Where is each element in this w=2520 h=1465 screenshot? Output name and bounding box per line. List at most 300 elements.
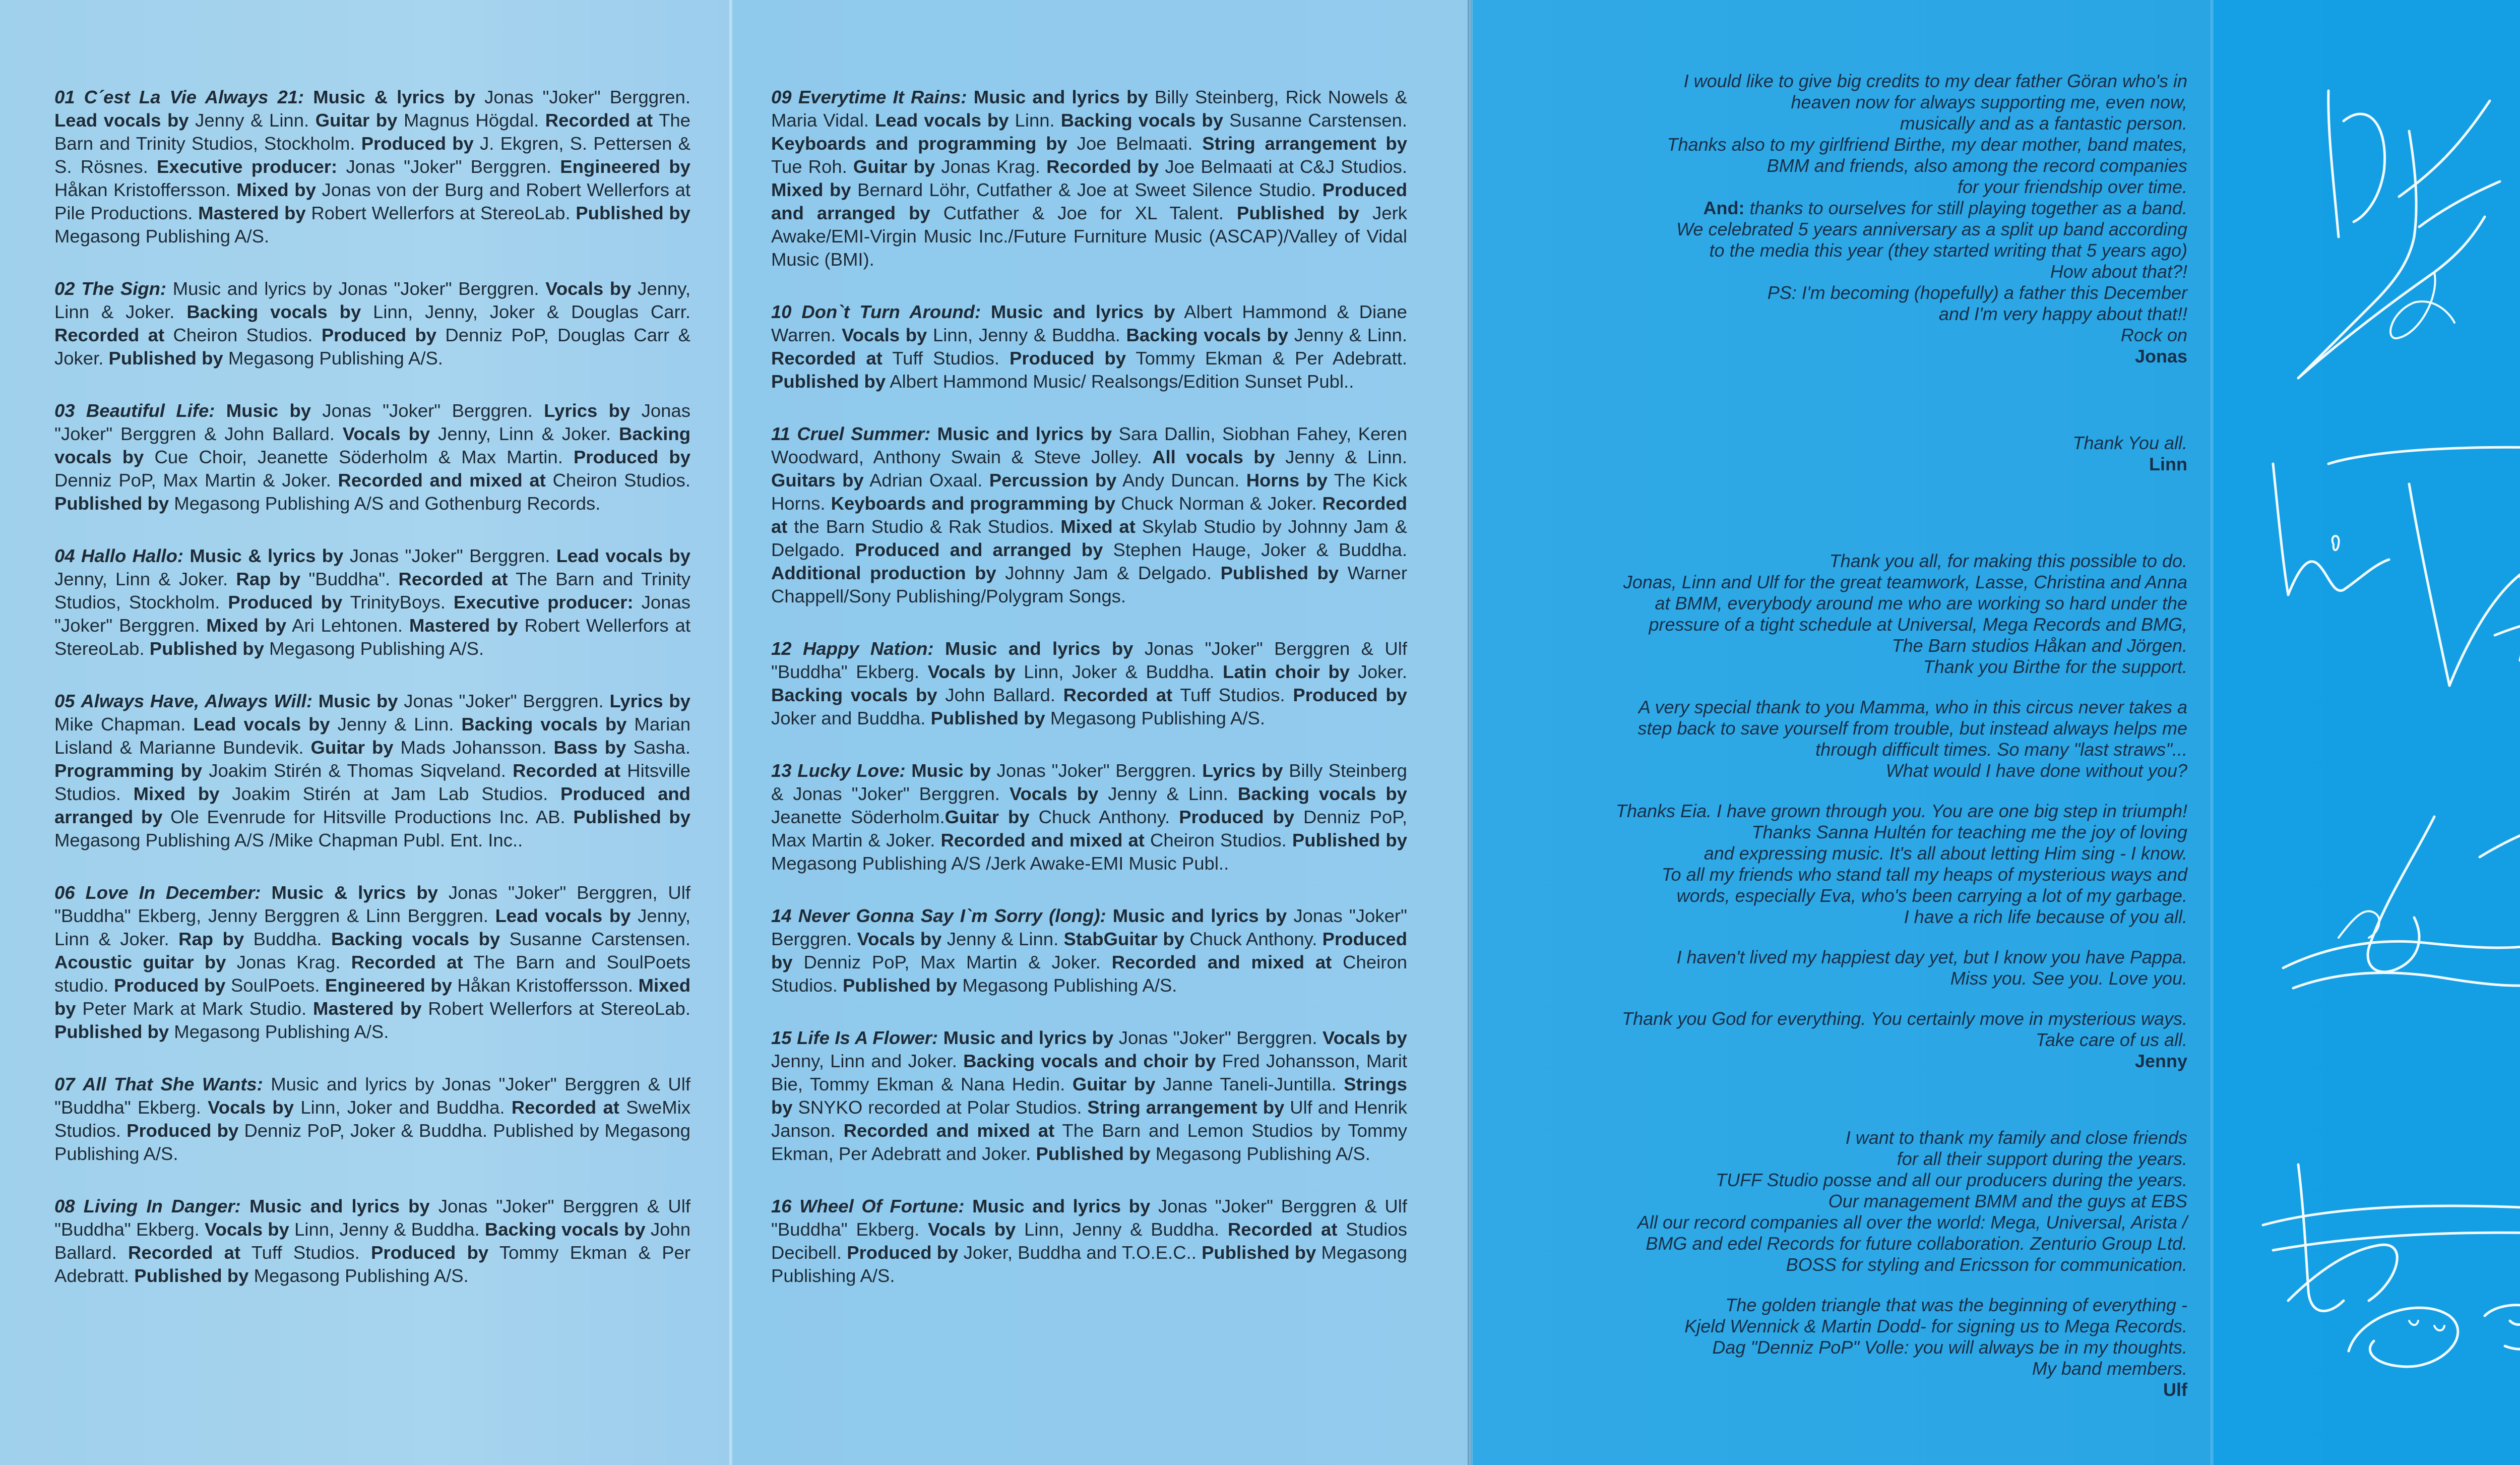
credit-text: Joakim Stirén at Jam Lab Studios. — [219, 783, 560, 804]
thanks-text: PS: I'm becoming (hopefully) a father this December — [1767, 282, 2187, 303]
credit-text: Chuck Norman & Joker. — [1115, 493, 1322, 514]
credit-text: Billy Steinberg & Jonas "Joker" Berggren. — [771, 760, 1407, 804]
credit-text: Susanne Carstensen. — [1223, 110, 1407, 131]
credit-text: Jonas "Joker" Berggren, Ulf "Buddha" Ekberg, Jenny Berggren & Linn Berggren. — [54, 882, 690, 926]
credit-role: Backing vocals by — [1237, 783, 1407, 804]
credit-text: Joker and Buddha. — [771, 708, 931, 728]
credit-role: Produced by — [114, 975, 226, 996]
credit-role: Music & lyrics by — [190, 545, 344, 566]
thanks-text: for your friendship over time. — [1957, 176, 2187, 197]
credit-text: Jonas "Joker" Berggren & Ulf "Buddha" Ekberg. — [771, 1196, 1407, 1240]
credit-role: Published by — [576, 203, 690, 223]
thanks-text: The golden triangle that was the beginning of everything - — [1725, 1295, 2187, 1315]
track-title: Cruel Summer: — [797, 423, 931, 444]
track-credit — [771, 86, 1407, 271]
thanks-line — [1522, 433, 2187, 454]
thanks-text: What would I have done without you? — [1885, 760, 2187, 781]
thanks-line — [1522, 1295, 2187, 1316]
track-title: Hallo Hallo: — [81, 545, 184, 566]
credit-role: Music & lyrics by — [271, 882, 438, 903]
credit-text: Denniz PoP, Max Martin & Joker. — [54, 470, 338, 491]
credit-text: Ulf and Henrik Janson. — [771, 1097, 1407, 1141]
credit-role: Lyrics by — [1202, 760, 1283, 781]
credit-text: Megasong Publishing A/S /Mike Chapman Publ. Ent. Inc.. — [54, 830, 523, 850]
credit-role: String arrangement by — [1202, 133, 1408, 154]
thanks-text: I want to thank my family and close friends — [1845, 1127, 2187, 1148]
credit-role: Published by — [54, 1021, 169, 1042]
track-title: Wheel Of Fortune: — [799, 1196, 965, 1216]
credit-role: Music and lyrics by — [1112, 905, 1287, 926]
credit-text: Jerk Awake/EMI-Virgin Music Inc./Future Furniture Music (ASCAP)/Valley of Vidal Music (BMI). — [771, 203, 1407, 270]
credit-role: Music and lyrics by — [944, 638, 1133, 659]
track-credit — [771, 1195, 1407, 1288]
credit-text: Jenny & Linn. — [1098, 783, 1238, 804]
credit-text: Jonas "Joker" Berggren. — [337, 156, 560, 177]
credit-text: Jonas "Joker" Berggren & Ulf "Buddha" Ekberg. — [771, 638, 1407, 682]
thanks-text: Jonas, Linn and Ulf for the great teamwork, Lasse, Christina and Anna — [1623, 572, 2187, 592]
thanks-text: All our record companies all over the world: Mega, Universal, Arista / — [1637, 1212, 2187, 1233]
thanks-line — [1522, 1316, 2187, 1337]
credit-role: Backing vocals by — [484, 1219, 646, 1240]
credit-role: Lead vocals by — [495, 905, 631, 926]
credit-role: Music by — [318, 691, 398, 711]
jenny-thanks-1 — [1522, 551, 2187, 678]
credit-text: Joe Belmaati at C&J Studios. — [1159, 156, 1408, 177]
credit-role: Backing vocals by — [771, 685, 937, 705]
credit-text: Skylab Studio by Johnny Jam & Delgado. — [771, 516, 1407, 560]
track-title: The Sign: — [81, 278, 167, 299]
credit-text: Jonas "Joker" Berggren & John Ballard. — [54, 400, 690, 444]
credit-role: Programming by — [54, 760, 203, 781]
credit-text: Cutfather & Joe for XL Talent. — [930, 203, 1237, 223]
credit-text: Megasong Publishing A/S. — [771, 1242, 1408, 1286]
credit-role: Produced by — [573, 447, 690, 467]
thanks-line — [1522, 572, 2187, 593]
track-credit — [54, 690, 690, 852]
credit-text: Hitsville Studios. — [54, 760, 690, 804]
credit-text: John Ballard. — [937, 685, 1063, 705]
thanks-line — [1522, 1212, 2187, 1233]
thanks-line — [1522, 303, 2187, 325]
thanks-line — [1522, 1029, 2187, 1051]
credit-role: Music and lyrics by — [990, 301, 1175, 322]
thanks-line — [1522, 1233, 2187, 1254]
credit-text: Megasong Publishing A/S. — [248, 1265, 469, 1286]
credit-text: Jonas Krag. — [226, 952, 351, 972]
thanks-line — [1522, 801, 2187, 822]
thanks-text: Thank you Birthe for the support. — [1923, 656, 2187, 677]
credit-text: Peter Mark at Mark Studio. — [76, 998, 313, 1019]
thanks-text: The Barn studios Håkan and Jörgen. — [1892, 635, 2187, 656]
track-credit — [54, 86, 690, 248]
credit-role: Guitar by — [310, 737, 394, 758]
track-title: Love In December: — [85, 882, 261, 903]
credit-role: Guitar by — [853, 156, 935, 177]
credit-text: SweMix Studios. — [54, 1097, 690, 1141]
credit-role: Keyboards and programming by — [771, 133, 1067, 154]
credit-role: Recorded at — [1063, 685, 1173, 705]
credit-text: Denniz PoP, Douglas Carr & Joker. — [54, 325, 690, 369]
credit-role: Backing vocals by — [54, 423, 690, 467]
credit-role: Recorded at — [771, 348, 883, 369]
credit-role: Recorded at — [351, 952, 463, 972]
thanks-line — [1522, 1170, 2187, 1191]
track-credit — [54, 544, 690, 660]
credit-text: Jenny & Linn. — [1288, 325, 1407, 345]
thanks-line — [1522, 71, 2187, 92]
credit-text: John Ballard. — [54, 1219, 690, 1263]
credit-role: Recorded at — [54, 325, 165, 345]
thanks-text: Thank You all. — [2072, 433, 2187, 453]
credit-role: Backing vocals by — [461, 714, 627, 735]
credit-role: Guitars by — [771, 470, 864, 491]
credit-role: Recorded and mixed at — [338, 470, 546, 491]
thanks-line — [1522, 822, 2187, 843]
thanks-text: Thank you God for everything. You certainly move in mysterious ways. — [1622, 1008, 2187, 1029]
credit-text: Megasong Publishing A/S. — [264, 638, 484, 659]
credit-role: Produced by — [371, 1242, 489, 1263]
credit-text: Linn, Joker and Buddha. — [294, 1097, 512, 1118]
credit-text: Marian Lisland & Marianne Bundevik. — [54, 714, 690, 758]
credit-role: Music and lyrics by — [973, 87, 1148, 107]
thanks-text: pressure of a tight schedule at Universal, Mega Records and BMG, — [1649, 614, 2187, 635]
track-number: 03 — [54, 400, 75, 421]
signoff-jenny: Jenny — [2134, 1051, 2187, 1071]
thanks-text: We celebrated 5 years anniversary as a split up band according — [1676, 219, 2187, 239]
credit-role: Published by — [54, 493, 169, 514]
credit-text: Joker, Buddha and T.O.E.C.. — [958, 1242, 1202, 1263]
track-credit — [771, 300, 1407, 393]
thanks-text: thanks to ourselves for still playing together as a band. — [1744, 198, 2187, 218]
credit-text: Ole Evenrude for Hitsville Productions Inc. AB. — [162, 807, 574, 827]
center-fold — [1468, 0, 1473, 1465]
credit-role: Mastered by — [198, 203, 306, 223]
credit-text: Joakim Stirén & Thomas Siqveland. — [202, 760, 513, 781]
credit-text: Music and lyrics by Jonas "Joker" Berggren & Ulf "Buddha" Ekberg. — [54, 1074, 690, 1118]
track-number: 14 — [771, 905, 792, 926]
credit-text: the Barn Studio & Rak Studios. — [787, 516, 1061, 537]
credit-role: Published by — [1036, 1143, 1151, 1164]
credit-text: Linn. — [1009, 110, 1061, 131]
linn-thanks — [1522, 433, 2187, 475]
thanks-line — [1522, 325, 2187, 346]
credit-text: Linn, Jenny & Buddha. — [927, 325, 1126, 345]
credit-text: Denniz PoP, Max Martin & Joker. — [792, 952, 1112, 972]
credit-role: Recorded and mixed at — [1111, 952, 1332, 972]
credit-role: Vocals by — [545, 278, 632, 299]
track-number: 08 — [54, 1196, 75, 1216]
thanks-text: Our management BMM and the guys at EBS — [1828, 1191, 2187, 1211]
ulf-thanks-1 — [1522, 1127, 2187, 1275]
credit-text: Jonas "Joker" Berggren. — [475, 87, 690, 107]
credit-text: Jonas "Joker" Berggren. — [343, 545, 556, 566]
credit-text: Jenny, Linn & Joker. — [54, 569, 236, 589]
credit-text: The Barn and Trinity Studios, Stockholm. — [54, 110, 690, 154]
thanks-line — [1522, 134, 2187, 155]
credit-role: Vocals by — [842, 325, 927, 345]
credit-role: Vocals by — [927, 661, 1016, 682]
thanks-line — [1522, 968, 2187, 989]
credit-text: Warner Chappell/Sony Publishing/Polygram Songs. — [771, 563, 1407, 606]
thanks-line — [1522, 739, 2187, 760]
credit-text: Robert Wellerfors at StereoLab. — [421, 998, 690, 1019]
credit-text: Johnny Jam & Delgado. — [996, 563, 1221, 583]
thanks-line — [1522, 697, 2187, 718]
credit-text: Albert Hammond & Diane Warren. — [771, 301, 1407, 345]
credit-role: Recorded and mixed at — [940, 830, 1145, 850]
thanks-text: To all my friends who stand tall my heaps of mysterious ways and — [1661, 864, 2187, 885]
credit-text: Jonas "Joker" Berggren. — [398, 691, 610, 711]
credit-text: Linn, Jenny & Buddha. — [1016, 1219, 1228, 1240]
credit-role: Music and lyrics by — [937, 423, 1112, 444]
thanks-text: and expressing music. It's all about letting Him sing - I know. — [1704, 843, 2187, 864]
track-number: 02 — [54, 278, 75, 299]
track-credit — [54, 1073, 690, 1166]
credit-role: Mixed at — [1060, 516, 1136, 537]
credit-role: Mixed by — [206, 615, 287, 636]
track-title: Life Is A Flower: — [797, 1027, 938, 1048]
thanks-text: BMM and friends, also among the record companies — [1767, 155, 2187, 176]
credit-role: Mixed by — [771, 179, 851, 200]
signature-jonas — [2268, 71, 2520, 393]
thanks-line — [1522, 864, 2187, 885]
thanks-text: Miss you. See you. Love you. — [1950, 968, 2187, 989]
thanks-text: at BMM, everybody around me who are working so hard under the — [1655, 593, 2187, 614]
credit-text: Megasong Publishing A/S /Jerk Awake-EMI Music Publ.. — [771, 853, 1229, 874]
credit-role: Lyrics by — [544, 400, 631, 421]
credit-text: Robert Wellerfors at StereoLab. — [54, 615, 690, 659]
jonas-thanks — [1522, 71, 2187, 367]
credit-text: Cheiron Studios. — [771, 952, 1408, 996]
thanks-text: words, especially Eva, who's been carrying a lot of my garbage. — [1676, 885, 2187, 906]
credit-role: Lead vocals by — [875, 110, 1009, 131]
track-title: C´est La Vie Always 21: — [84, 87, 304, 107]
credit-role: Lead vocals by — [556, 545, 690, 566]
thanks-line — [1522, 885, 2187, 906]
credit-role: Latin choir by — [1223, 661, 1350, 682]
signature-linn — [2258, 444, 2520, 726]
credit-role: Recorded by — [1046, 156, 1159, 177]
thanks-line — [1522, 198, 2187, 219]
thanks-line — [1522, 1254, 2187, 1275]
credit-text: Denniz PoP, Max Martin & Joker. — [771, 807, 1408, 850]
thanks-text: through difficult times. So many "last straws"... — [1815, 739, 2187, 760]
credit-role: Produced by — [1293, 685, 1407, 705]
credit-role: Published by — [771, 371, 886, 392]
credit-text: Megasong Publishing A/S. — [1150, 1143, 1370, 1164]
credit-role: Mastered by — [312, 998, 422, 1019]
credit-role: Published by — [843, 975, 958, 996]
credit-role: Music & lyrics by — [313, 87, 476, 107]
thanks-line — [1522, 947, 2187, 968]
credit-text: Andy Duncan. — [1116, 470, 1246, 491]
thanks-text: I haven't lived my happiest day yet, but I know you have Pappa. — [1676, 947, 2187, 967]
credit-text: Linn, Jenny, Joker & Douglas Carr. — [361, 301, 690, 322]
credit-text: Adrian Oxaal. — [863, 470, 989, 491]
credit-role: Recorded at — [513, 760, 621, 781]
credit-role: Produced by — [228, 592, 343, 613]
credit-role: Produced and arranged by — [771, 179, 1407, 223]
credit-role: Engineered by — [325, 975, 452, 996]
credit-role: Published by — [1202, 1242, 1316, 1263]
credit-text: SoulPoets. — [225, 975, 326, 996]
credit-role: Published by — [134, 1265, 249, 1286]
track-number: 16 — [771, 1196, 792, 1216]
credit-text: Håkan Kristoffersson. — [54, 179, 237, 200]
track-title: Everytime It Rains: — [798, 87, 967, 107]
track-number: 13 — [771, 760, 792, 781]
credit-role: Vocals by — [928, 1219, 1016, 1240]
credit-role: Keyboards and programming by — [831, 493, 1116, 514]
thanks-line — [1522, 906, 2187, 928]
track-credit — [771, 1026, 1407, 1166]
credit-text: Mads Johansson. — [393, 737, 554, 758]
thanks-text: How about that?! — [2050, 261, 2187, 282]
credit-text: The Barn and Lemon Studios by Tommy Ekman, Per Adebratt and Joker. — [771, 1120, 1407, 1164]
credit-role: Published by — [149, 638, 264, 659]
jenny-thanks-2 — [1522, 697, 2187, 781]
thanks-line — [1522, 1008, 2187, 1029]
credit-role: Produced and arranged by — [855, 539, 1103, 560]
thanks-text: A very special thank to you Mamma, who in this circus never takes a — [1638, 697, 2187, 717]
credit-text: The Barn and Trinity Studios, Stockholm. — [54, 569, 690, 613]
track-number: 05 — [54, 691, 75, 711]
track-title: Happy Nation: — [802, 638, 934, 659]
thanks-line — [1522, 614, 2187, 635]
credit-text: Jenny, Linn & Joker. — [54, 905, 690, 949]
credit-text: Mike Chapman. — [54, 714, 194, 735]
signature-ulf — [2258, 1149, 2520, 1386]
credit-text: Jonas von der Burg and Robert Wellerfors at Pile Productions. — [54, 179, 691, 223]
credit-text: Jenny, Linn & Joker. — [430, 423, 619, 444]
credit-role: Vocals by — [857, 929, 942, 949]
thanks-text: and I'm very happy about that!! — [1938, 303, 2187, 324]
track-credit — [771, 422, 1407, 608]
thanks-text: Thanks Sanna Hultén for teaching me the joy of loving — [1751, 822, 2187, 842]
track-number: 12 — [771, 638, 792, 659]
credit-text: The Kick Horns. — [771, 470, 1407, 514]
credit-role: Published by — [1292, 830, 1407, 850]
credit-role: Recorded at — [1227, 1219, 1338, 1240]
credit-role: Published by — [930, 708, 1045, 728]
credit-text: Fred Johansson, Marit Bie, Tommy Ekman & Nana Hedin. — [771, 1051, 1407, 1094]
credit-text: Jenny & Linn. — [941, 929, 1064, 949]
track-credits-column-2 — [771, 86, 1407, 1317]
credit-text: Chuck Anthony. — [1184, 929, 1322, 949]
thanks-text: Rock on — [2120, 325, 2187, 345]
credit-text: Stephen Hauge, Joker & Buddha. — [1103, 539, 1408, 560]
credit-role: Mastered by — [409, 615, 518, 636]
credit-text: Published by Megasong Publishing A/S. — [54, 1120, 690, 1164]
credit-text: Joker. — [1350, 661, 1407, 682]
credit-role: All vocals by — [1152, 447, 1275, 467]
thanks-line — [1522, 1191, 2187, 1212]
credit-role: Produced by — [321, 325, 437, 345]
thanks-text: to the media this year (they started writing that 5 years ago) — [1709, 240, 2187, 261]
credit-text: Jonas "Joker" Berggren. — [771, 905, 1407, 949]
credit-text: Megasong Publishing A/S. — [223, 348, 443, 369]
thanks-line — [1522, 656, 2187, 678]
thanks-line — [1522, 176, 2187, 198]
credit-text: Denniz PoP, Joker & Buddha. — [238, 1120, 493, 1141]
credit-role: Backing vocals by — [1126, 325, 1289, 345]
credit-role: Music and lyrics by — [249, 1196, 430, 1216]
track-title: Never Gonna Say I`m Sorry (long): — [798, 905, 1106, 926]
credit-role: Lyrics by — [609, 691, 690, 711]
thanks-line — [1522, 843, 2187, 864]
thanks-text: musically and as a fantastic person. — [1900, 113, 2187, 134]
credit-text: Cheiron Studios. — [545, 470, 690, 491]
track-number: 10 — [771, 301, 792, 322]
signoff-ulf: Ulf — [2163, 1379, 2187, 1400]
credit-role: Published by — [108, 348, 223, 369]
track-credit — [771, 759, 1407, 875]
credit-role: Music by — [911, 760, 991, 781]
credit-role: Produced by — [771, 929, 1407, 972]
credit-role: Additional production by — [771, 563, 996, 583]
thanks-text: for all their support during the years. — [1897, 1148, 2187, 1169]
credit-role: Produced and arranged by — [54, 783, 690, 827]
thanks-text: BOSS for styling and Ericsson for communication. — [1786, 1254, 2187, 1275]
thanks-line — [1522, 219, 2187, 240]
credit-role: Strings by — [771, 1074, 1407, 1118]
credit-text: Robert Wellerfors at StereoLab. — [305, 203, 576, 223]
credit-text: Music and lyrics by Jonas "Joker" Berggren. — [172, 278, 546, 299]
page-fold — [729, 0, 732, 1465]
credit-role: String arrangement by — [1087, 1097, 1285, 1118]
thanks-text: Take care of us all. — [2036, 1029, 2187, 1050]
credit-role: Backing vocals and choir by — [963, 1051, 1216, 1071]
thanks-text: Thank you all, for making this possible to do. — [1829, 551, 2187, 571]
track-title: Don`t Turn Around: — [801, 301, 981, 322]
thanks-line — [1522, 282, 2187, 303]
credit-role: Produced by — [1010, 348, 1126, 369]
ulf-thanks-2 — [1522, 1295, 2187, 1400]
jenny-thanks-5 — [1522, 1008, 2187, 1072]
thanks-text: Thanks Eia. I have grown through you. You are one big step in triumph! — [1615, 801, 2187, 821]
credit-role: Backing vocals by — [186, 301, 361, 322]
credit-text: Jenny, Linn & Joker. — [54, 278, 690, 322]
credit-text: Tuff Studios. — [882, 348, 1010, 369]
credit-role: Produced by — [361, 133, 474, 154]
credit-text: Sara Dallin, Siobhan Fahey, Keren Woodward, Anthony Swain & Steve Jolley. — [771, 423, 1407, 467]
track-credit — [54, 399, 690, 515]
track-number: 01 — [54, 87, 75, 107]
credit-text: Cheiron Studios. — [164, 325, 322, 345]
track-title: Always Have, Always Will: — [81, 691, 312, 711]
credit-text: Jonas Krag. — [935, 156, 1047, 177]
credit-role: Executive producer: — [157, 156, 338, 177]
credit-role: Recorded at — [128, 1242, 241, 1263]
credit-role: Music and lyrics by — [972, 1196, 1151, 1216]
credit-text: Megasong Publishing A/S. — [957, 975, 1177, 996]
credit-text: Jenny, Linn and Joker. — [771, 1051, 964, 1071]
credit-role: Mixed by — [236, 179, 316, 200]
credit-role: Recorded at — [398, 569, 508, 589]
credit-role: Rap by — [178, 929, 244, 949]
credit-text: Tuff Studios. — [1172, 685, 1293, 705]
jenny-thanks-3 — [1522, 801, 2187, 928]
track-credit — [54, 277, 690, 370]
credit-role: Guitar by — [1072, 1074, 1156, 1094]
credit-role: Acoustic guitar by — [54, 952, 226, 972]
thanks-line — [1522, 635, 2187, 656]
thanks-text: Dag "Denniz PoP" Volle: you will always be in my thoughts. — [1712, 1337, 2187, 1358]
thanks-line — [1522, 1127, 2187, 1148]
thanks-line — [1522, 760, 2187, 781]
credit-role: Horns by — [1246, 470, 1328, 491]
credit-role: Recorded at — [511, 1097, 619, 1118]
